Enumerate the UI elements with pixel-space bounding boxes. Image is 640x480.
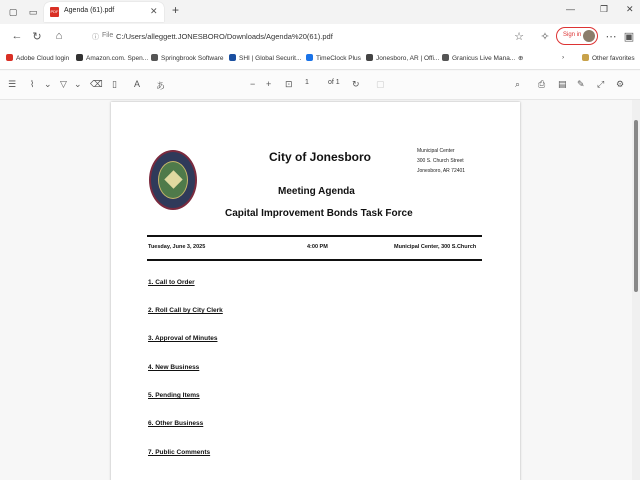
- jonesboro-icon: [366, 54, 373, 61]
- favorite-star-icon[interactable]: ☆: [514, 31, 524, 43]
- back-button[interactable]: ←: [11, 30, 23, 42]
- url-text[interactable]: C:/Users/alleggett.JONESBORO/Downloads/Agenda%20(61).pdf: [116, 32, 333, 41]
- meeting-time: 4:00 PM: [307, 244, 328, 250]
- address-line-1: Municipal Center: [417, 148, 455, 154]
- bookmark-springbrook[interactable]: [151, 54, 224, 66]
- address-bar-row: [0, 24, 640, 50]
- chevron-down-icon[interactable]: ⌄: [44, 79, 52, 89]
- side-panel-icon[interactable]: ▣: [623, 31, 635, 43]
- agenda-item[interactable]: 1. Call to Order: [148, 279, 195, 286]
- bookmark-label: TimeClock Plus: [316, 55, 361, 62]
- seal-diamond: [164, 170, 182, 188]
- bookmark-label: Adobe Cloud login: [16, 55, 70, 62]
- agenda-item[interactable]: 6. Other Business: [148, 420, 204, 427]
- draw-icon[interactable]: ▽: [60, 79, 67, 89]
- bookmark-label: Granicus Live Mana...: [452, 55, 516, 62]
- fullscreen-icon[interactable]: ⤢: [597, 79, 605, 89]
- minimize-button[interactable]: —: [566, 4, 575, 14]
- print-icon[interactable]: ⎙: [538, 79, 546, 89]
- address-line-2: 300 S. Church Street: [417, 158, 464, 164]
- agenda-item[interactable]: 3. Approval of Minutes: [148, 335, 218, 342]
- translate-icon[interactable]: あ: [156, 81, 166, 91]
- file-info-icon[interactable]: ⓘ: [92, 34, 99, 41]
- more-menu-icon[interactable]: ⋯: [605, 31, 617, 43]
- save-icon[interactable]: ▤: [558, 79, 567, 89]
- extensions-icon[interactable]: ✧: [540, 31, 550, 43]
- vertical-scrollbar[interactable]: [632, 100, 640, 480]
- rotate-icon[interactable]: ↻: [352, 79, 360, 89]
- close-window-button[interactable]: ✕: [626, 4, 634, 14]
- amazon-icon: [76, 54, 83, 61]
- page-count-label: of 1: [328, 79, 340, 86]
- divider-bottom: [147, 259, 482, 261]
- profile-icon[interactable]: ▢: [8, 7, 18, 17]
- bookmark-adobe-cloud[interactable]: [6, 54, 69, 66]
- url-scheme-label: File: [102, 32, 114, 39]
- meeting-agenda-heading: Meeting Agenda: [278, 186, 355, 197]
- shi-icon: [229, 54, 236, 61]
- agenda-item[interactable]: 2. Roll Call by City Clerk: [148, 307, 223, 314]
- meeting-date: Tuesday, June 3, 2025: [148, 244, 206, 250]
- bookmark-label: Amazon.com. Spen...: [86, 55, 149, 62]
- page-number-input[interactable]: 1: [305, 79, 309, 86]
- granicus-icon: [442, 54, 449, 61]
- pdf-page: [111, 102, 520, 480]
- city-seal-logo: [149, 150, 197, 210]
- zoom-in-icon[interactable]: +: [266, 79, 272, 89]
- agenda-item[interactable]: 5. Pending Items: [148, 392, 200, 399]
- bookmark-timeclock[interactable]: [306, 54, 361, 66]
- home-button[interactable]: ⌂: [55, 30, 63, 42]
- bookmark-shi[interactable]: [229, 54, 301, 66]
- bookmark-label: SHI | Global Securit...: [239, 55, 302, 62]
- address-bar[interactable]: [78, 28, 548, 46]
- page-view-icon[interactable]: ▯: [112, 79, 117, 89]
- bookmark-label: Springbrook Software: [161, 55, 224, 62]
- highlight-icon[interactable]: ⌇: [30, 79, 35, 89]
- bookmark-amazon[interactable]: [76, 54, 148, 66]
- document-title: City of Jonesboro: [269, 150, 372, 164]
- fit-page-icon[interactable]: ⊡: [285, 79, 293, 89]
- eraser-icon[interactable]: ⌫: [90, 79, 103, 89]
- title-bar: [0, 0, 640, 24]
- meeting-location: Municipal Center, 300 S.Church: [394, 244, 477, 250]
- avatar: [583, 30, 595, 42]
- save-as-icon[interactable]: ✎: [577, 79, 585, 89]
- other-favorites-folder[interactable]: [582, 54, 635, 66]
- zoom-out-icon[interactable]: −: [250, 79, 256, 89]
- pdf-file-icon: PDF: [50, 7, 59, 17]
- settings-icon[interactable]: ⚙: [616, 79, 625, 89]
- bookmarks-overflow-icon[interactable]: ›: [562, 54, 565, 61]
- agenda-item[interactable]: 7. Public Comments: [148, 449, 211, 456]
- bookmark-jonesboro[interactable]: [366, 54, 439, 66]
- restore-button[interactable]: ❐: [600, 4, 609, 14]
- folder-icon: [582, 54, 589, 61]
- tab-actions-icon[interactable]: ▭: [28, 7, 38, 17]
- tab-agenda-pdf[interactable]: [44, 2, 164, 22]
- pdf-viewer[interactable]: [0, 100, 632, 480]
- agenda-item[interactable]: 4. New Business: [148, 364, 200, 371]
- two-page-icon[interactable]: ▢: [376, 79, 385, 89]
- search-icon[interactable]: ⌕: [515, 79, 521, 89]
- divider-top: [147, 235, 482, 237]
- chevron-down-icon[interactable]: ⌄: [74, 79, 82, 89]
- timeclock-icon: [306, 54, 313, 61]
- refresh-button[interactable]: ↻: [32, 31, 42, 43]
- sign-in-button[interactable]: [556, 27, 598, 45]
- address-line-3: Jonesboro, AR 72401: [417, 168, 466, 174]
- seal-emblem: [158, 161, 188, 199]
- bookmark-granicus[interactable]: [442, 54, 515, 66]
- committee-heading: Capital Improvement Bonds Task Force: [225, 208, 413, 219]
- new-tab-button[interactable]: +: [172, 3, 180, 17]
- bookmarks-bar: [0, 50, 640, 70]
- read-aloud-icon[interactable]: A: [134, 79, 141, 89]
- sign-in-label: Sign in: [563, 32, 582, 38]
- bookmark-label: Jonesboro, AR | Offi...: [376, 55, 440, 62]
- scrollbar-thumb[interactable]: [634, 120, 638, 292]
- adobe-icon: [6, 54, 13, 61]
- other-favorites-label: Other favorites: [592, 55, 635, 62]
- pdf-toolbar: [0, 71, 640, 100]
- tab-title: Agenda (61).pdf: [64, 7, 115, 14]
- springbrook-icon: [151, 54, 158, 61]
- close-tab-icon[interactable]: ✕: [150, 6, 158, 16]
- globe-icon[interactable]: ⊕: [518, 55, 524, 62]
- contents-icon[interactable]: ☰: [8, 79, 17, 89]
